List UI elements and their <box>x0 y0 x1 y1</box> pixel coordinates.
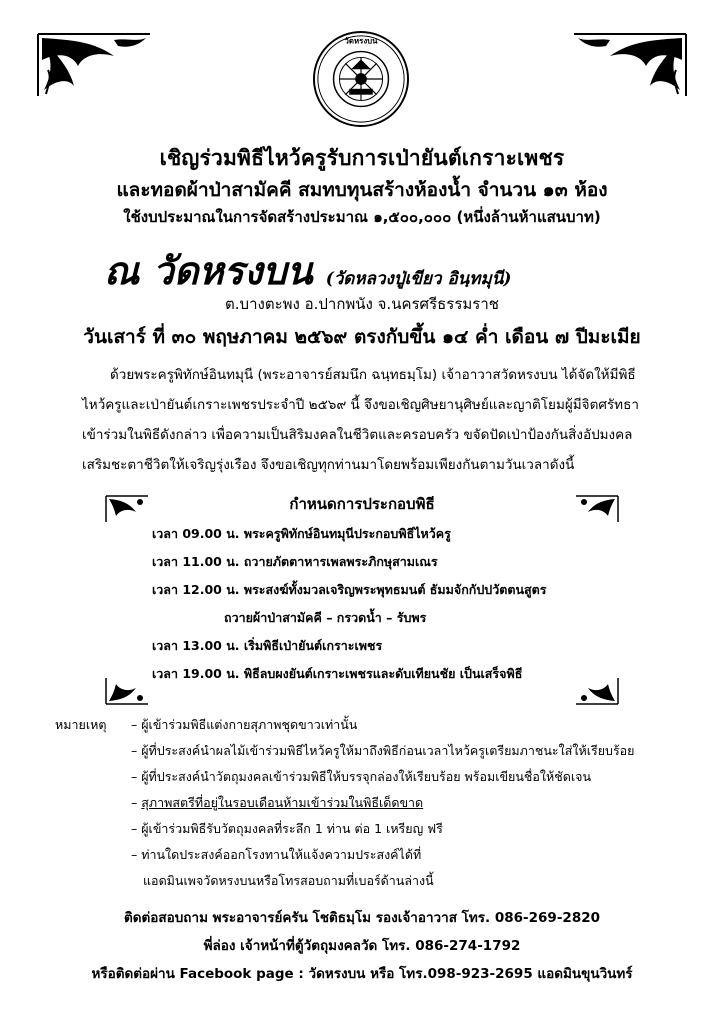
schedule-item: เวลา 09.00 น. พระครูพิทักษ์อินทมุนีประกอบพิธีไหว้ครู <box>152 526 451 541</box>
schedule-item: เวลา 13.00 น. เริ่มพิธีเป่ายันต์เกราะเพชร <box>152 638 383 653</box>
paragraph-line: เสริมชะตาชีวิตให้เจริญรุ่งเรือง จึงขอเชิญทุกท่านมาโดยพร้อมเพียงกันตามวันเวลาดังนี้ <box>82 457 575 473</box>
paragraph-line: ไหว้ครูและเป่ายันต์เกราะเพชรประจำปี ๒๕๖๙ นี้ จึงขอเชิญศิษยานุศิษย์และญาติโยมผู้มีจิตศรัทธา <box>82 397 639 413</box>
invitation-paragraph <box>82 360 692 480</box>
note-row <box>55 712 705 738</box>
title-line-2: และทอดผ้าป่าสามัคคี สมทบทุนสร้างห้องน้ำ จำนวน ๑๓ ห้อง <box>116 179 608 201</box>
title-line-3: ใช้งบประมาณในการจัดสร้างประมาณ ๑,๕๐๐,๐๐๐ (หนึ่งล้านห้าแสนบาท) <box>123 208 601 226</box>
contact-line-3: หรือติดต่อผ่าน Facebook page : วัดหรงบน หรือ โทร.098-923-2695 แอดมินขุนวินทร์ <box>91 966 633 982</box>
schedule-title: กำหนดการประกอบพิธี <box>289 495 435 513</box>
note-item: – ผู้ที่ประสงค์นำผลไม้เข้าร่วมพิธีไหว้ครูให้มาถึงพิธีก่อนเวลาไหว้ครูเตรียมภาชนะใส่ให้เรียบร้อย <box>131 743 635 758</box>
schedule-item: เวลา 12.00 น. พระสงฆ์ทั้งมวลเจริญพระพุทธมนต์ ธัมมจักกัปปวัตตนสูตร <box>152 582 547 597</box>
corner-ornament-top-left <box>34 30 154 100</box>
note-row <box>55 868 705 894</box>
schedule-list <box>152 520 622 688</box>
corner-ornament-top-right <box>570 30 690 100</box>
contact-line-2: พี่ล่อง เจ้าหน้าที่ตู้วัตถุมงคลวัด โทร. 086-274-1792 <box>203 938 521 954</box>
paragraph-line: เข้าร่วมในพิธีดังกล่าว เพื่อความเป็นสิริมงคลในชีวิตและครอบครัว ขจัดปัดเป่าป้องกันสิ่งอัปมงคล <box>82 427 633 443</box>
note-row <box>55 738 705 764</box>
temple-address: ต.บางตะพง อ.ปากพนัง จ.นครศรีธรรมราช <box>225 295 499 313</box>
event-date: วันเสาร์ ที่ ๓๐ พฤษภาคม ๒๕๖๙ ตรงกับขึ้น ๑๔ ค่ำ เดือน ๗ ปีมะเมีย <box>83 326 641 348</box>
schedule-item: เวลา 19.00 น. พิธีลบผงยันต์เกราะเพชรและดับเทียนชัย เป็นเสร็จพิธี <box>152 666 523 681</box>
note-item-underlined: สุภาพสตรีที่อยู่ในรอบเดือนห้ามเข้าร่วมในพิธีเด็ดขาด <box>141 795 424 810</box>
schedule-ornament-bottom-left <box>104 676 150 706</box>
notes-label: หมายเหตุ <box>55 717 107 732</box>
note-item: – ผู้เข้าร่วมพิธีแต่งกายสุภาพชุดขาวเท่านั้น <box>131 717 358 732</box>
note-row <box>55 842 705 868</box>
note-row <box>55 816 705 842</box>
venue-subtitle: (วัดหลวงปู่เขียว อินฺทมุนี) <box>325 269 512 289</box>
venue-name: ณ วัดหรงบน <box>104 248 313 293</box>
note-item: – ท่านใดประสงค์ออกโรงทานให้แจ้งความประสงค์ได้ที่ <box>131 847 422 862</box>
schedule-item: ถวายผ้าป่าสามัคคี – กรวดน้ำ – รับพร <box>224 610 427 625</box>
note-item: แอดมินเพจวัดหรงบนหรือโทรสอบถามที่เบอร์ด้านล่างนี้ <box>143 873 434 888</box>
note-row <box>55 764 705 790</box>
title-line-1: เชิญร่วมพิธีไหว้ครูรับการเป่ายันต์เกราะเพชร <box>159 146 565 170</box>
contact-line-1: ติดต่อสอบถาม พระอาจารย์ครัน โชติธมฺโม รองเจ้าอาวาส โทร. 086-269-2820 <box>123 910 600 926</box>
note-item: – ผู้ที่ประสงค์นำวัตถุมงคลเข้าร่วมพิธีให้บรรจุกล่องให้เรียบร้อย พร้อมเขียนชื่อให้ชัดเจน <box>131 769 591 784</box>
seal-top-text: วัดหรงบน <box>344 36 378 46</box>
notes-section <box>55 712 705 894</box>
paragraph-line: ด้วยพระครูพิทักษ์อินทมุนี (พระอาจารย์สมนึก ฉนฺทธมฺโม) เจ้าอาวาสวัดหรงบน ได้จัดให้มีพิธี <box>110 367 636 383</box>
note-item: – ผู้เข้าร่วมพิธีรับวัตถุมงคลที่ระลึก 1 ท่าน ต่อ 1 เหรียญ ฟรี <box>131 821 443 836</box>
schedule-item: เวลา 11.00 น. ถวายภัตตาหารเพลพระภิกษุสามเณร <box>152 554 438 569</box>
temple-seal-logo <box>312 30 410 128</box>
note-row: – สุภาพสตรีที่อยู่ในรอบเดือนห้ามเข้าร่วมในพิธีเด็ดขาด <box>131 795 424 810</box>
